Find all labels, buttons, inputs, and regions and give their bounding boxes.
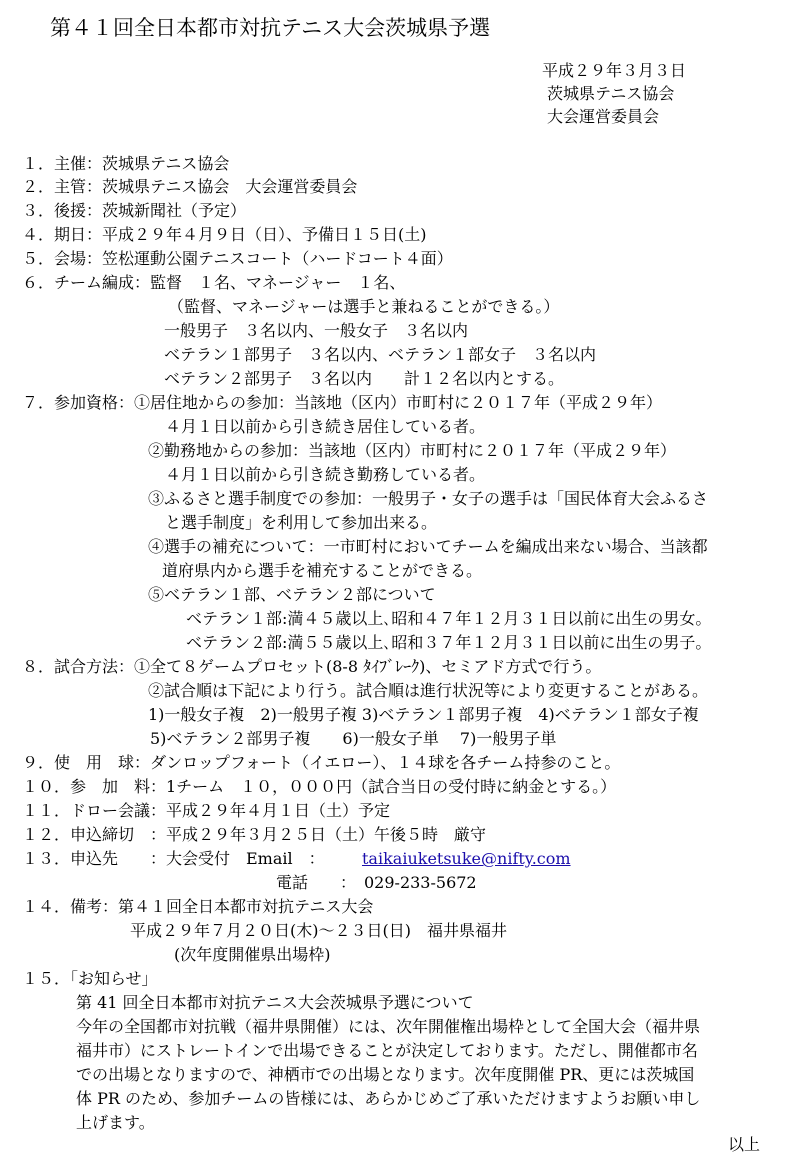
team-general: 一般男子 ３名以内、一般女子 ３名以内: [164, 321, 469, 340]
item-date: ４．期日：平成２９年４月９日（日）、予備日１５日(土): [22, 225, 427, 244]
item-eligibility: ７．参加資格：①居住地からの参加：当該地（区内）市町村に２０１７年（平成２９年）: [22, 393, 663, 412]
email-link[interactable]: taikaiuketsuke@nifty.com: [362, 849, 571, 868]
item-team-composition: ６．チーム編成：監督 １名、マネージャー １名、: [22, 273, 406, 292]
match-order-1: 1)一般女子複 2)一般男子複 3)ベテラン１部男子複 4)ベテラン１部女子複: [148, 705, 699, 724]
item-remarks: １４．備考：第４１回全日本都市対抗テニス大会: [22, 897, 374, 916]
match-order-note: ②試合順は下記により行う。試合順は進行状況等により変更することがある。: [148, 681, 709, 700]
issuer-association: 茨城県テニス協会: [547, 84, 675, 103]
item-match-format: ８．試合方法：①全て８ゲームプロセット(8-8 ﾀｲﾌﾞﾚｰｸ)、セミアド方式で行う。: [22, 657, 602, 676]
notice-paragraph-line4: 体 PR のため、参加チームの皆様には、あらかじめご了承いただけますようお願い申し: [76, 1089, 701, 1108]
eligibility-residence-cont: ４月１日以前から引き続き居住している者。: [165, 417, 486, 436]
issuer-committee: 大会運営委員会: [547, 107, 660, 126]
item-application-label: １３．申込先 ：大会受付 Email ：: [22, 849, 325, 868]
item-manager: ２．主管：茨城県テニス協会 大会運営委員会: [22, 177, 358, 196]
eligibility-supplement-cont: 道府県内から選手を補充することができる。: [162, 561, 483, 580]
item-venue: ５．会場：笠松運動公園テニスコート（ハードコート４面）: [22, 249, 453, 268]
team-note: （監督、マネージャーは選手と兼ねることができる。）: [168, 297, 560, 316]
remarks-quota: (次年度開催県出場枠): [174, 945, 331, 964]
item-sponsor: ３．後援：茨城新聞社（予定）: [22, 201, 247, 220]
remarks-dates: 平成２９年７月２０日(木)～２３日(日) 福井県福井: [130, 921, 507, 940]
match-order-2: 5)ベテラン２部男子複 6)一般女子単 7)一般男子単: [150, 729, 557, 748]
item-deadline: １２．申込締切 ：平成２９年３月２５日（土）午後５時 厳守: [22, 825, 487, 844]
veteran1-definition: ベテラン１部:満４５歳以上､昭和４７年１２月３１日以前に出生の男女。: [186, 609, 712, 628]
notice-heading: 第 41 回全日本都市対抗テニス大会茨城県予選について: [76, 993, 474, 1012]
item-fee: １０．参 加 料：1チーム １０，０００円（試合当日の受付時に納金とする。）: [22, 777, 617, 796]
item-notice: １５．「お知らせ」: [22, 969, 158, 988]
eligibility-veteran: ⑤ベテラン１部、ベテラン２部について: [148, 585, 436, 604]
notice-paragraph-line2: 福井市）にストレートインで出場できることが決定しております。ただし、開催都市名: [76, 1041, 698, 1060]
document-title: 第４１回全日本都市対抗テニス大会茨城県予選: [50, 16, 491, 40]
issue-date: 平成２９年３月３日: [542, 61, 687, 80]
notice-paragraph-line3: での出場となりますので、神栖市での出場となります。次年度開催 PR、更には茨城国: [76, 1065, 695, 1084]
eligibility-work-cont: ４月１日以前から引き続き勤務している者。: [165, 465, 486, 484]
eligibility-supplement: ④選手の補充について：一市町村においてチームを編成出来ない場合、当該都: [148, 537, 708, 556]
eligibility-furusato-cont: と選手制度」を利用して参加出来る。: [165, 513, 438, 532]
veteran2-definition: ベテラン２部:満５５歳以上､昭和３７年１２月３１日以前に出生の男子。: [186, 633, 712, 652]
notice-paragraph-line5: 上げます。: [76, 1113, 155, 1132]
item-balls: ９．使 用 球：ダンロップフォート（イエロー）、１４球を各チーム持参のこと。: [22, 753, 621, 772]
eligibility-furusato: ③ふるさと選手制度での参加：一般男子・女子の選手は「国民体育大会ふるさ: [148, 489, 709, 508]
team-veteran2: ベテラン２部男子 ３名以内 計１２名以内とする。: [164, 369, 565, 388]
eligibility-work: ②勤務地からの参加：当該地（区内）市町村に２０１７年（平成２９年）: [148, 441, 677, 460]
closing-mark: 以上: [728, 1135, 761, 1154]
item-draw-meeting: １１．ドロー会議：平成２９年４月１日（土）予定: [22, 801, 391, 820]
item-organizer: １．主催：茨城県テニス協会: [22, 154, 230, 173]
notice-paragraph-line1: 今年の全国都市対抗戦（福井県開催）には、次年開催権出場枠として全国大会（福井県: [76, 1017, 701, 1036]
application-phone: 電話 ： 029-233-5672: [276, 873, 477, 892]
team-veteran1: ベテラン１部男子 ３名以内、ベテラン１部女子 ３名以内: [164, 345, 597, 364]
